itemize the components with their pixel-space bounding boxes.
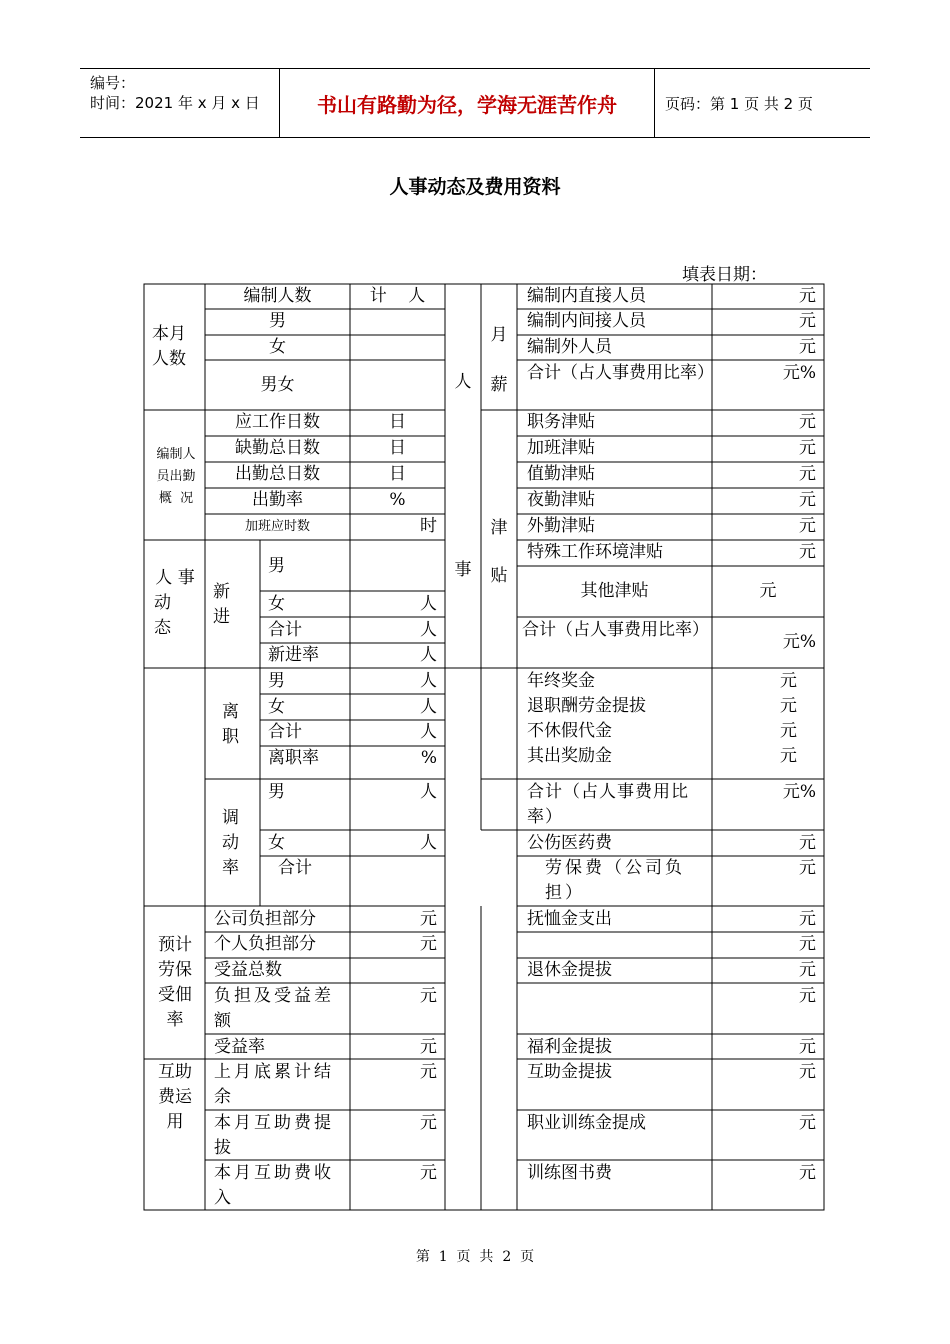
attendance-unit: 日 <box>389 412 406 432</box>
page-title: 人事动态及费用资料 <box>389 176 561 198</box>
allowance-unit: 元 <box>799 464 816 484</box>
resign-row-label: 女 <box>268 697 285 717</box>
misc-unit: 元 <box>799 909 816 929</box>
misc-unit: 元 <box>799 986 816 1006</box>
bonus-unit: 元 <box>780 671 797 691</box>
resign-unit: 人 <box>420 697 437 717</box>
misc-row-label: 抚恤金支出 <box>527 909 612 929</box>
bonus-row-label: 其出奖励金 <box>527 746 612 766</box>
code-label: 编号： <box>90 74 136 92</box>
attendance-row-label: 出勤总日数 <box>235 464 320 484</box>
misc-row-label: 福利金提拔 <box>527 1037 612 1057</box>
misc-row-label: 职业训练金提成 <box>527 1113 646 1133</box>
attendance-unit: 时 <box>420 516 437 536</box>
personnel-dynamics-label: 人 事 动 态 <box>154 568 195 638</box>
salary-unit: 元% <box>782 363 816 383</box>
insurance-row-label: 负担及受益差额 <box>214 986 334 1031</box>
allowance-row-label: 合计（占人事费用比率） <box>522 620 709 640</box>
headcount-row-label: 男女 <box>260 375 295 395</box>
transfer-row-label: 合计 <box>278 858 312 878</box>
mutual-aid-row-label: 本月互助费收入 <box>214 1163 334 1208</box>
insurance-unit: 元 <box>420 1037 437 1057</box>
resign-unit: 人 <box>420 722 437 742</box>
allowance-unit: 元 <box>759 581 777 601</box>
allowance-unit: 元% <box>782 632 816 652</box>
monthly-headcount-label: 本月人数 <box>152 324 186 369</box>
misc-unit: 元 <box>799 960 816 980</box>
page-footer: 第 1 页 共 2 页 <box>415 1249 535 1265</box>
resign-row-label: 离职率 <box>268 748 319 768</box>
attendance-unit: 日 <box>389 464 406 484</box>
insurance-unit: 元 <box>420 909 437 929</box>
headcount-unit: 计 人 <box>369 286 426 306</box>
allowance-label: 津 贴 <box>490 518 508 586</box>
attendance-row-label: 应工作日数 <box>235 412 320 432</box>
headcount-row-label: 女 <box>269 337 286 357</box>
misc-unit: 元 <box>799 1113 816 1133</box>
mutual-aid-unit: 元 <box>420 1163 437 1183</box>
new-hire-row-label: 新进率 <box>268 645 319 665</box>
salary-row-label: 合计（占人事费用比率） <box>527 363 714 383</box>
transfer-unit: 人 <box>420 782 437 802</box>
allowance-unit: 元 <box>799 542 816 562</box>
headcount-row-label: 编制人数 <box>243 286 312 306</box>
personnel-char-shi: 事 <box>454 560 472 580</box>
time-label: 时间：2021 年 x 月 x 日 <box>90 94 260 112</box>
new-hire-row-label: 合计 <box>268 620 302 640</box>
misc-unit: 元 <box>799 934 816 954</box>
misc-row-label: 退休金提拔 <box>527 960 612 980</box>
insurance-section-label: 预计劳保受佃率 <box>158 935 192 1030</box>
mutual-aid-row-label: 上月底累计结余 <box>214 1062 334 1107</box>
fill-date-label: 填表日期： <box>682 265 767 285</box>
headcount-row-label: 男 <box>269 311 286 331</box>
salary-row-label: 编制内直接人员 <box>527 286 646 306</box>
new-hire-label: 新进 <box>213 582 230 627</box>
bonus-unit: 元 <box>780 696 797 716</box>
transfer-label: 调动率 <box>222 808 239 878</box>
allowance-row-label: 加班津贴 <box>527 438 595 458</box>
mutual-aid-unit: 元 <box>420 1062 437 1082</box>
misc-unit: 元 <box>799 858 816 878</box>
bonus-row-label: 不休假代金 <box>527 721 612 741</box>
misc-unit: 元 <box>799 1037 816 1057</box>
misc-unit: 元 <box>799 1163 816 1183</box>
transfer-row-label: 男 <box>268 782 285 802</box>
bonus-unit: 元 <box>780 746 797 766</box>
new-hire-row-label: 男 <box>268 556 285 576</box>
misc-row-label: 劳保费（公司负担） <box>545 858 685 903</box>
insurance-row-label: 受益总数 <box>214 960 282 980</box>
attendance-unit: 日 <box>389 438 406 458</box>
allowance-row-label: 特殊工作环境津贴 <box>527 542 663 562</box>
mutual-aid-unit: 元 <box>420 1113 437 1133</box>
new-hire-unit: 人 <box>420 620 437 640</box>
resign-label: 离职 <box>222 702 239 747</box>
insurance-row-label: 公司负担部分 <box>214 909 316 929</box>
transfer-unit: 人 <box>420 833 437 853</box>
new-hire-row-label: 女 <box>268 594 285 614</box>
insurance-row-label: 个人负担部分 <box>214 934 316 954</box>
mutual-aid-section-label: 互助费运用 <box>158 1062 192 1132</box>
bonus-row-label: 年终奖金 <box>527 671 595 691</box>
misc-row-label: 训练图书费 <box>527 1163 612 1183</box>
attendance-section-label: 编制人 员出勤 概 况 <box>156 447 196 506</box>
bonus-total-unit: 元% <box>782 782 816 802</box>
allowance-row-label: 职务津贴 <box>527 412 595 432</box>
monthly-salary-label: 月 薪 <box>490 325 508 395</box>
salary-unit: 元 <box>799 337 816 357</box>
insurance-row-label: 受益率 <box>214 1037 265 1057</box>
allowance-unit: 元 <box>799 516 816 536</box>
personnel-char-ren: 人 <box>454 372 472 392</box>
misc-row-label: 互助金提拔 <box>527 1062 612 1082</box>
allowance-row-label: 值勤津贴 <box>527 464 595 484</box>
bonus-unit: 元 <box>780 721 797 741</box>
resign-unit: % <box>420 748 437 768</box>
misc-unit: 元 <box>799 1062 816 1082</box>
mutual-aid-row-label: 本月互助费提拔 <box>214 1113 334 1158</box>
salary-row-label: 编制内间接人员 <box>527 311 646 331</box>
resign-row-label: 男 <box>268 671 285 691</box>
bonus-total-label: 合计（占人事费用比率） <box>527 782 689 827</box>
allowance-row-label: 其他津贴 <box>580 581 649 601</box>
insurance-unit: 元 <box>420 934 437 954</box>
allowance-unit: 元 <box>799 490 816 510</box>
salary-row-label: 编制外人员 <box>527 337 612 357</box>
salary-unit: 元 <box>799 311 816 331</box>
misc-unit: 元 <box>799 833 816 853</box>
transfer-row-label: 女 <box>268 833 285 853</box>
attendance-unit: % <box>389 490 406 510</box>
attendance-row-label: 缺勤总日数 <box>235 438 320 458</box>
new-hire-unit: 人 <box>420 594 437 614</box>
allowance-row-label: 外勤津贴 <box>527 516 595 536</box>
allowance-unit: 元 <box>799 412 816 432</box>
allowance-unit: 元 <box>799 438 816 458</box>
allowance-row-label: 夜勤津贴 <box>527 490 595 510</box>
resign-row-label: 合计 <box>268 722 302 742</box>
insurance-unit: 元 <box>420 986 437 1006</box>
resign-unit: 人 <box>420 671 437 691</box>
page-info: 页码：第 1 页 共 2 页 <box>665 94 813 113</box>
bonus-row-label: 退职酬劳金提拔 <box>527 696 646 716</box>
motto: 书山有路勤为径，学海无涯苦作舟 <box>280 69 655 137</box>
salary-unit: 元 <box>799 286 816 306</box>
attendance-row-label: 加班应时数 <box>244 519 310 534</box>
misc-row-label: 公伤医药费 <box>527 833 612 853</box>
new-hire-unit: 人 <box>420 645 437 665</box>
attendance-row-label: 出勤率 <box>252 490 303 510</box>
